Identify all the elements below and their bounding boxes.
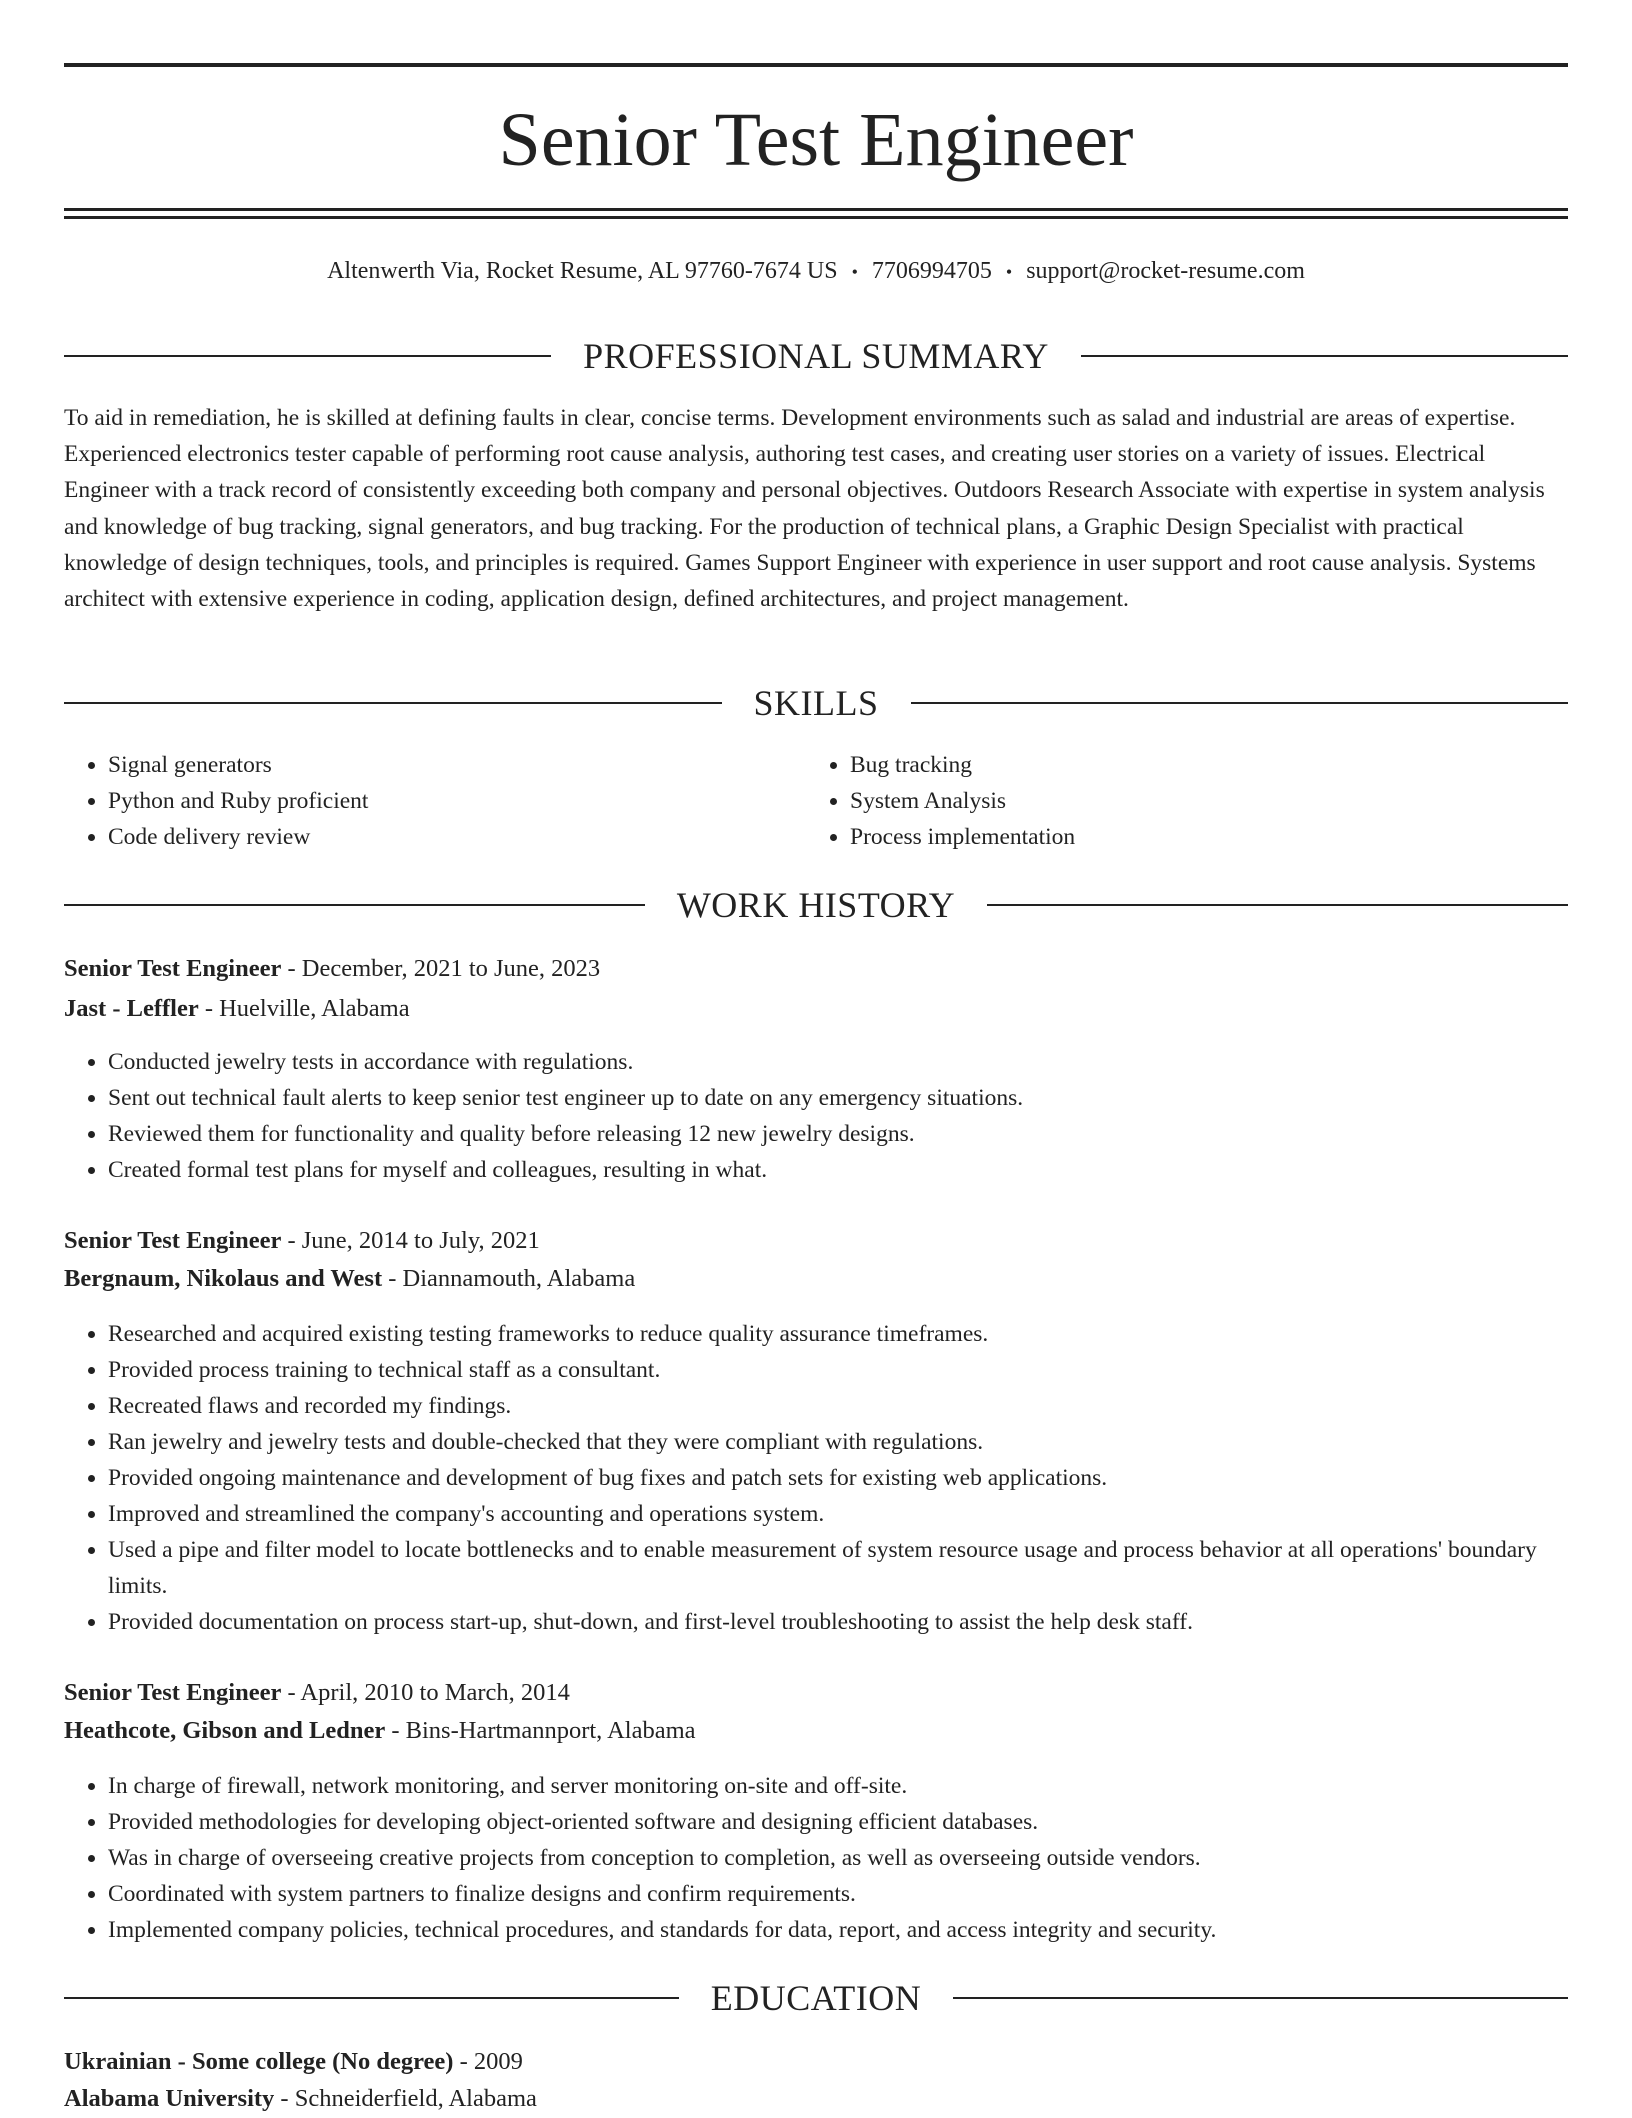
page-title: Senior Test Engineer [498,98,1134,182]
job-bullet: • Provided process training to technical staff as a consultant. [108,1352,1568,1388]
job-location: - Huelville, Alabama [198,995,410,1022]
section-header-work [64,883,1568,927]
skill-item: • Code delivery review [108,819,784,855]
job-company-line [64,1260,1568,1298]
skill-item: • Signal generators [108,747,784,783]
job-bullet: • Sent out technical fault alerts to keep senior test engineer up to date on any emergency situations. [108,1080,1568,1116]
job-bullet: • Ran jewelry and jewelry tests and double-checked that they were compliant with regulations. [108,1424,1568,1460]
skills-column-left [64,747,784,855]
divider-line [64,1997,679,1999]
job-title: Senior Test Engineer [64,1227,282,1254]
education-school-line [64,2080,1568,2118]
job-company: Bergnaum, Nikolaus and West [64,1265,383,1292]
contact-address: Altenwerth Via, Rocket Resume, AL 97760-7674 US [327,258,838,284]
job-title-line [64,1222,1568,1260]
education-year: - 2009 [453,2048,523,2075]
divider-line [64,702,722,704]
job-company-line [64,1712,1568,1750]
divider-line [911,702,1569,704]
skill-item: • Python and Ruby proficient [108,783,784,819]
job-title-line [64,1674,1568,1712]
job-location: - Diannamouth, Alabama [382,1265,636,1292]
title-rule-lower [64,216,1568,219]
contact-separator: • [851,262,858,282]
job-company: Jast - Leffler [64,995,199,1022]
job-dates: - June, 2014 to July, 2021 [281,1227,540,1254]
education-degree-line [64,2043,1568,2081]
top-rule [64,63,1568,67]
skill-item: • Process implementation [850,819,1526,855]
divider-line [953,1997,1568,1999]
job-title-line [64,950,1568,988]
section-header-education [64,1976,1568,2020]
job-bullet: • Provided ongoing maintenance and development of bug fixes and patch sets for existing web applications. [108,1460,1568,1496]
title-rule-upper [64,208,1568,211]
divider-line [64,355,551,357]
job-company: Heathcote, Gibson and Ledner [64,1717,386,1744]
section-title: EDUCATION [710,1978,922,2018]
job-bullets [64,1316,1568,1640]
job-bullet: • Implemented company policies, technical procedures, and standards for data, report, and access integrity and security. [108,1912,1568,1948]
skill-item: • System Analysis [850,783,1526,819]
job-bullet: • Was in charge of overseeing creative projects from conception to completion, as well as overseeing outside vendors. [108,1840,1568,1876]
job-dates: - December, 2021 to June, 2023 [281,955,601,982]
job-bullets [64,1768,1568,1948]
contact-separator: • [1005,262,1013,282]
education-school: Alabama University [64,2085,275,2112]
job-dates: - April, 2010 to March, 2014 [281,1679,570,1706]
job-location: - Bins-Hartmannport, Alabama [385,1717,696,1744]
job-company-line [64,990,1568,1028]
section-title: WORK HISTORY [676,885,956,925]
section-header-summary [64,334,1568,378]
skills-column-right [806,747,1526,855]
job-bullet: • Reviewed them for functionality and quality before releasing 12 new jewelry designs. [108,1116,1568,1152]
divider-line [64,904,645,906]
contact-phone: 7706994705 [871,258,992,284]
summary-text: To aid in remediation, he is skilled at defining faults in clear, concise terms. Development environments such as salad and industrial are areas of expertise. Experienced electronics tester capable of performing root cause analysis, authoring test cases, and creating user stories on a variety of issues. Electrical Engineer with a track record of consistently exceeding both company and personal objectives. Outdoors Research Associate with expertise in system analysis and knowledge of bug tracking, signal generators, and bug tracking. For the production of technical plans, a Graphic Design Specialist with practical knowledge of design techniques, tools, and principles is required. Games Support Engineer with experience in user support and root cause analysis. Systems architect with extensive experience in coding, application design, defined architectures, and project management. [64,405,1545,613]
job-title: Senior Test Engineer [64,1679,282,1706]
job-bullet: • Recreated flaws and recorded my findings. [108,1388,1568,1424]
contact-email: support@rocket-resume.com [1026,258,1305,284]
job-bullet: • Created formal test plans for myself and colleagues, resulting in what. [108,1152,1568,1188]
job-bullet: • In charge of firewall, network monitoring, and server monitoring on-site and off-site. [108,1768,1568,1804]
skill-item: • Bug tracking [850,747,1526,783]
job-bullet: • Conducted jewelry tests in accordance with regulations. [108,1044,1568,1080]
section-title: SKILLS [753,683,879,723]
job-title: Senior Test Engineer [64,955,282,982]
job-bullet: • Used a pipe and filter model to locate bottlenecks and to enable measurement of system resource usage and process behavior at all operations' boundary limits. [108,1532,1568,1604]
job-bullet: • Provided documentation on process start-up, shut-down, and first-level troubleshooting to assist the help desk staff. [108,1604,1568,1640]
education-location: - Schneiderfield, Alabama [274,2085,537,2112]
job-bullet: • Coordinated with system partners to finalize designs and confirm requirements. [108,1876,1568,1912]
contact-line [64,254,1568,289]
section-title: PROFESSIONAL SUMMARY [583,336,1049,376]
divider-line [1081,355,1568,357]
section-header-skills [64,681,1568,725]
job-bullet: • Provided methodologies for developing object-oriented software and designing efficient databases. [108,1804,1568,1840]
job-bullet: • Improved and streamlined the company's accounting and operations system. [108,1496,1568,1532]
education-degree: Ukrainian - Some college (No degree) [64,2048,454,2075]
divider-line [987,904,1568,906]
job-bullet: • Researched and acquired existing testing frameworks to reduce quality assurance timeframes. [108,1316,1568,1352]
job-bullets [64,1044,1568,1188]
